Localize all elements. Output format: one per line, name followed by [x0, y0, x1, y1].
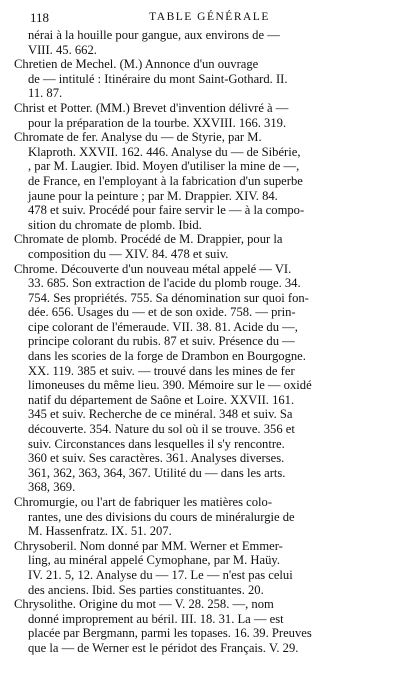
entry-line: rantes, une des divisions du cours de minéralurgie de — [28, 509, 295, 524]
entry-line: limoneuses du même lieu. 390. Mémoire sur le — oxidé — [28, 378, 312, 393]
entry-line: Chromate de fer. Analyse du — de Styrie, par M. — [14, 130, 262, 145]
index-entry — [14, 232, 405, 261]
entry-line: natif du département de Saône et Loire. XXVII. 161. — [28, 392, 295, 407]
running-header — [14, 8, 405, 28]
entry-line: 368, 369. — [28, 480, 76, 495]
index-entry-continuation — [14, 28, 405, 57]
page-number: 118 — [30, 10, 50, 25]
index-entry — [14, 262, 405, 496]
entry-line: M. Hassenfratz. IX. 51. 207. — [28, 524, 172, 539]
entry-line: que la — de Werner est le péridot des Français. V. 29. — [28, 640, 299, 655]
entry-line: 361, 362, 363, 364, 367. Utilité du — dans les arts. — [28, 465, 286, 480]
entry-line: principe colorant du rubis. 87 et suiv. Présence du — — [28, 334, 295, 349]
entry-line: Klaproth. XXVII. 162. 446. Analyse du — de Sibérie, — [28, 144, 301, 159]
entry-line: , par M. Laugier. Ibid. Moyen d'utiliser la mine de —, — [28, 159, 300, 174]
entry-line: composition du — XIV. 84. 478 et suiv. — [28, 246, 229, 261]
entry-line: de France, en l'employant à la fabrication d'un superbe — [28, 173, 303, 188]
index-entry — [14, 101, 405, 130]
entry-line: des anciens. Ibid. Ses parties constituantes. 20. — [28, 582, 264, 597]
entry-line: cipe colorant de l'émeraude. VII. 38. 81. Acide du —, — [28, 319, 298, 334]
entry-line: IV. 21. 5, 12. Analyse du — 17. Le — n'est pas celui — [28, 567, 293, 582]
index-entry — [14, 57, 405, 101]
entry-line: sition du chromate de plomb. Ibid. — [28, 217, 202, 232]
entry-line: placée par Bergmann, parmi les topases. 16. 39. Preuves — [28, 626, 312, 641]
entry-line: 345 et suiv. Recherche de ce minéral. 348 et suiv. Sa — [28, 407, 293, 422]
entry-line: ling, au minéral appelé Cymophane, par M. Haüy. — [28, 553, 281, 568]
running-title: TABLE GÉNÉRALE — [149, 11, 270, 23]
index-body — [14, 28, 405, 656]
entry-line: Chromurgie, ou l'art de fabriquer les matières colo- — [14, 495, 273, 509]
entry-line: dée. 656. Usages du — et de son oxide. 758. — prin- — [28, 305, 296, 320]
index-entry — [14, 130, 405, 232]
entry-line: 360 et suiv. Ses caractères. 361. Analyses diverses. — [28, 451, 285, 466]
entry-line: 11. 87. — [28, 86, 63, 101]
entry-line: de — intitulé : Itinéraire du mont Saint-Gothard. II. — [28, 71, 288, 86]
entry-line: Christ et Potter. (MM.) Brevet d'invention délivré à — — [14, 100, 289, 115]
index-entry — [14, 495, 405, 539]
entry-line: suiv. Circonstances dans lesquelles il s'y rencontre. — [28, 436, 285, 451]
index-entry — [14, 597, 405, 655]
entry-line: Chromate de plomb. Procédé de M. Drappier, pour la — [14, 232, 283, 247]
entry-line: Chretien de Mechel. (M.) Annonce d'un ouvrage — [14, 57, 259, 72]
entry-line: 478 et suiv. Procédé pour faire servir le — à la compo- — [28, 203, 305, 218]
entry-line: Chrysoberil. Nom donné par MM. Werner et Emmer- — [14, 538, 283, 553]
entry-line: découverte. 354. Nature du sol où il se trouve. 356 et — [28, 422, 295, 437]
entry-line: 33. 685. Son extraction de l'acide du plomb rouge. 34. — [28, 276, 301, 291]
entry-line: jaune pour la peinture ; par M. Drappier. XIV. 84. — [28, 188, 278, 203]
entry-line: dans les scories de la forge de Drambon en Bourgogne. — [28, 349, 306, 364]
entry-line: pour la préparation de la tourbe. XXVIII. 166. 319. — [28, 115, 287, 130]
index-entry — [14, 539, 405, 597]
entry-line: Chrome. Découverte d'un nouveau métal appelé — VI. — [14, 261, 292, 276]
entry-line: XX. 119. 385 et suiv. — trouvé dans les mines de fer — [28, 363, 295, 378]
entry-line: 754. Ses propriétés. 755. Sa dénomination sur quoi fon- — [28, 290, 309, 305]
entry-line: VIII. 45. 662. — [28, 42, 97, 57]
entry-line: nérai à la houille pour gangue, aux environs de — — [28, 28, 280, 42]
entry-line: Chrysolithe. Origine du mot — V. 28. 258. —, nom — [14, 597, 274, 612]
entry-line: donné improprement au béril. III. 18. 31. La — est — [28, 611, 284, 626]
